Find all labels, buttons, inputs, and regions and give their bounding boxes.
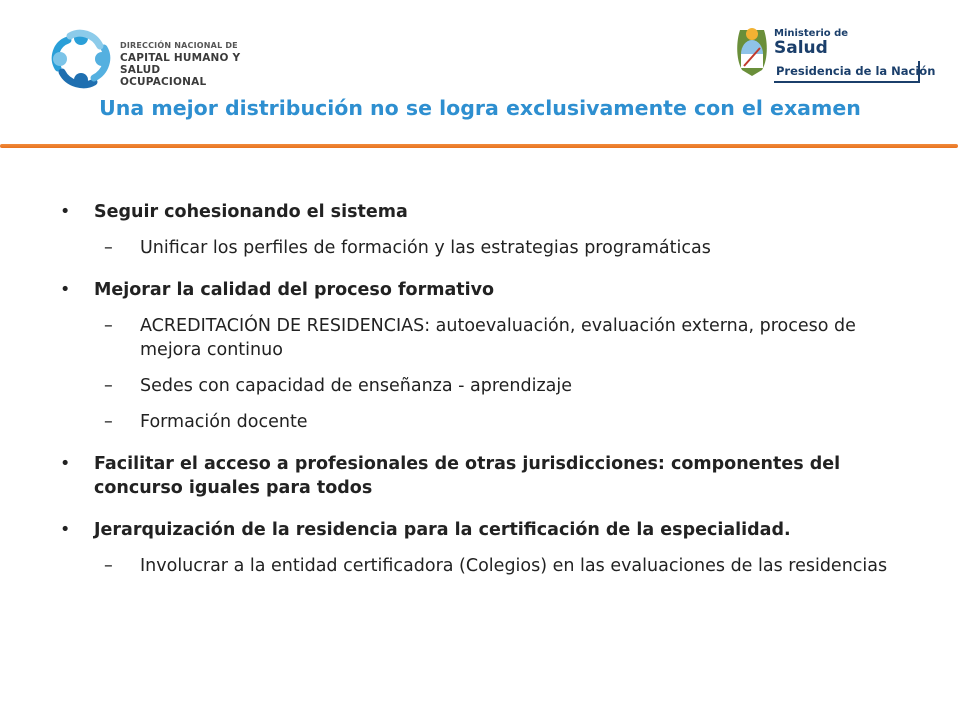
- dash-glyph: –: [104, 412, 113, 432]
- sub-bullet-item: [60, 314, 900, 362]
- org-name-line1: DIRECCIÓN NACIONAL DE: [120, 41, 238, 50]
- sub-bullet-text: Sedes con capacidad de enseñanza - aprendizaje: [140, 376, 573, 396]
- bullet-glyph: •: [60, 280, 71, 300]
- bullet-text: Jerarquización de la residencia para la certificación de la especialidad.: [94, 520, 791, 540]
- sub-bullet-item: [60, 374, 900, 398]
- bullet-item: [60, 200, 900, 224]
- title-divider: [0, 144, 958, 148]
- bullet-glyph: •: [60, 202, 71, 222]
- dnchso-logo: [48, 26, 248, 92]
- bullet-list: [60, 200, 900, 578]
- sub-bullet-item: [60, 236, 900, 260]
- org-name: [120, 40, 248, 88]
- bullet-glyph: •: [60, 454, 71, 474]
- sub-bullet-item: [60, 554, 900, 578]
- dash-glyph: –: [104, 238, 113, 258]
- ministry-label: Ministerio de: [774, 28, 849, 39]
- dash-glyph: –: [104, 316, 113, 336]
- sub-bullet-text: Involucrar a la entidad certificadora (Colegios) en las evaluaciones de las residencias: [140, 556, 888, 576]
- org-name-line2: CAPITAL HUMANO Y: [120, 52, 241, 64]
- bullet-item: [60, 278, 900, 302]
- national-seal-icon: [734, 26, 770, 78]
- bullet-text: Seguir cohesionando el sistema: [94, 202, 408, 222]
- bullet-item: [60, 452, 900, 500]
- bullet-text: Mejorar la calidad del proceso formativo: [94, 280, 495, 300]
- bullet-glyph: •: [60, 520, 71, 540]
- org-name-line3: SALUD OCUPACIONAL: [120, 64, 207, 88]
- sub-bullet-text: Unificar los perfiles de formación y las estrategias programáticas: [140, 238, 711, 258]
- dash-glyph: –: [104, 376, 113, 396]
- presidencia-label: Presidencia de la Nación: [774, 61, 920, 83]
- sub-bullet-item: [60, 410, 900, 434]
- sub-bullet-text: Formación docente: [140, 412, 308, 432]
- ministry-salud: Salud: [774, 38, 828, 58]
- slide-title: Una mejor distribución no se logra exclusivamente con el examen: [99, 96, 861, 120]
- bullet-item: [60, 518, 900, 542]
- circular-people-icon: [48, 26, 114, 92]
- dash-glyph: –: [104, 556, 113, 576]
- ministry-name: [774, 28, 848, 58]
- sub-bullet-text: ACREDITACIÓN DE RESIDENCIAS: autoevaluación, evaluación externa, proceso de mejora continuo: [140, 316, 856, 360]
- ministerio-salud-logo: [734, 24, 936, 86]
- bullet-text: Facilitar el acceso a profesionales de otras jurisdicciones: componentes del concurso iguales para todos: [94, 454, 841, 498]
